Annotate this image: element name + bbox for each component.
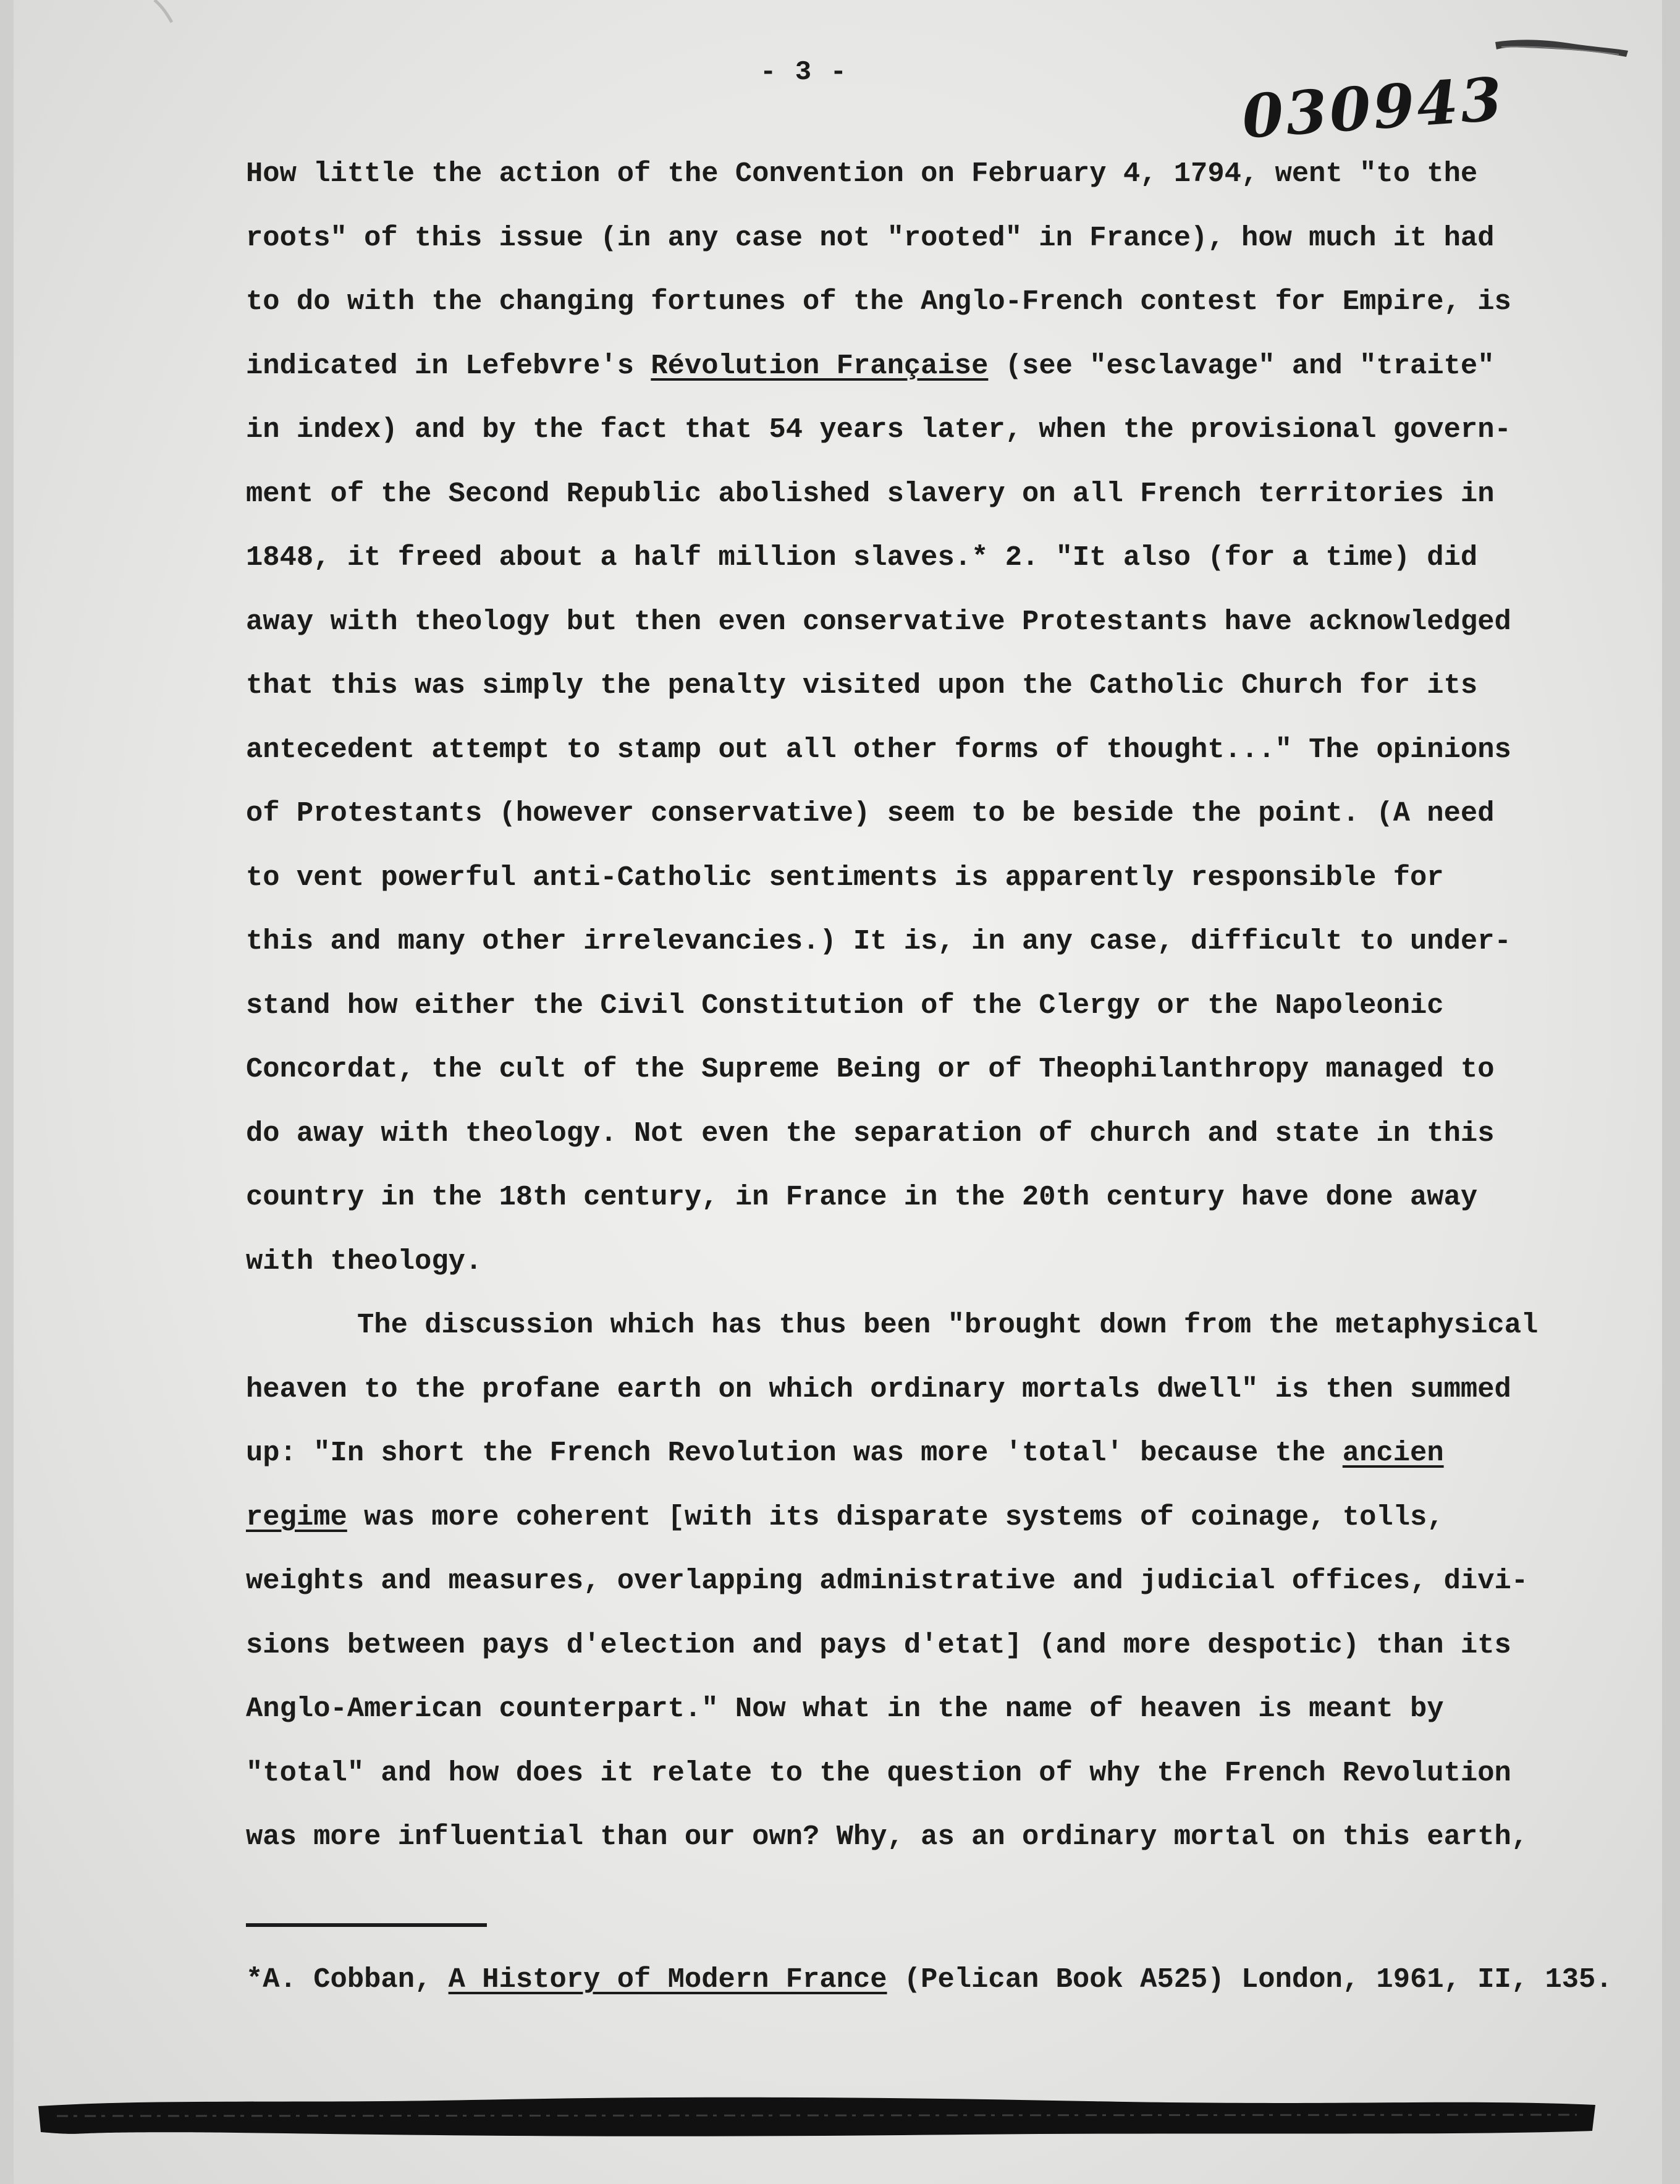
text-line: stand how either the Civil Constitution of the Clergy or the Napoleonic [246, 989, 1444, 1022]
text-line: was more influential than our own? Why, as an ordinary mortal on this earth, [246, 1821, 1529, 1853]
text-line: heaven to the profane earth on which ordinary mortals dwell" is then summed [246, 1373, 1511, 1405]
text-line: Concordat, the cult of the Supreme Being or of Theophilanthropy managed to [246, 1053, 1495, 1085]
text-line: weights and measures, overlapping administrative and judicial offices, divi- [246, 1565, 1529, 1597]
text-segment: (see "esclavage" and "traite" [988, 349, 1495, 382]
text-line [246, 334, 1494, 399]
footnote-text: (Pelican Book A525) London, 1961, II, 135. [887, 1963, 1613, 1996]
text-line: "total" and how does it relate to the question of why the French Revolution [246, 1756, 1511, 1789]
text-segment: was more coherent [with its disparate systems of coinage, tolls, [347, 1500, 1444, 1533]
text-line [246, 1486, 1494, 1550]
text-line: of Protestants (however conservative) seem to be beside the point. (A need [246, 797, 1495, 829]
text-line: sions between pays d'election and pays d'etat] (and more despotic) than its [246, 1628, 1511, 1661]
text-line: roots" of this issue (in any case not "rooted" in France), how much it had [246, 221, 1495, 254]
text-line: this and many other irrelevancies.) It is, in any case, difficult to under- [246, 925, 1511, 957]
body-text [246, 142, 1539, 1869]
text-line: to vent powerful anti-Catholic sentiments is apparently responsible for [246, 861, 1444, 894]
text-line: Anglo-American counterpart." Now what in the name of heaven is meant by [246, 1693, 1444, 1725]
footnote-book-title: A History of Modern France [448, 1963, 887, 1996]
text-line: do away with theology. Not even the separation of church and state in this [246, 1117, 1495, 1149]
underlined-term: regime [246, 1500, 347, 1533]
text-line [246, 1421, 1494, 1486]
text-line: to do with the changing fortunes of the Anglo-French contest for Empire, is [246, 286, 1511, 318]
text-line: antecedent attempt to stamp out all other forms of thought..." The opinions [246, 733, 1511, 766]
text-line: 1848, it freed about a half million slaves.* 2. "It also (for a time) did [246, 541, 1478, 574]
text-segment: indicated in Lefebvre's [246, 349, 651, 382]
book-title-underlined: Révolution Française [651, 349, 989, 382]
text-line: that this was simply the penalty visited upon the Catholic Church for its [246, 669, 1478, 701]
text-line: with theology. [246, 1245, 483, 1277]
text-line: The discussion which has thus been "brought down from the metaphysical [357, 1309, 1539, 1341]
text-line: How little the action of the Convention on February 4, 1794, went "to the [246, 158, 1478, 190]
torn-edge-mark [1495, 36, 1628, 61]
text-line: ment of the Second Republic abolished slavery on all French territories in [246, 477, 1495, 510]
footnote-text: *A. Cobban, [246, 1963, 449, 1996]
scan-edge-bar [38, 2088, 1595, 2144]
text-line: away with theology but then even conservative Protestants have acknowledged [246, 605, 1511, 638]
handwritten-document-number: 030943 [1239, 64, 1507, 152]
text-line: in index) and by the fact that 54 years later, when the provisional govern- [246, 413, 1511, 446]
text-segment: up: "In short the French Revolution was more 'total' because the [246, 1437, 1343, 1469]
page-number: - 3 - [760, 57, 848, 88]
underlined-term: ancien [1342, 1437, 1444, 1469]
text-line: country in the 18th century, in France in the 20th century have done away [246, 1181, 1478, 1213]
footnote-rule [246, 1923, 487, 1927]
footnote [246, 1958, 1613, 2001]
